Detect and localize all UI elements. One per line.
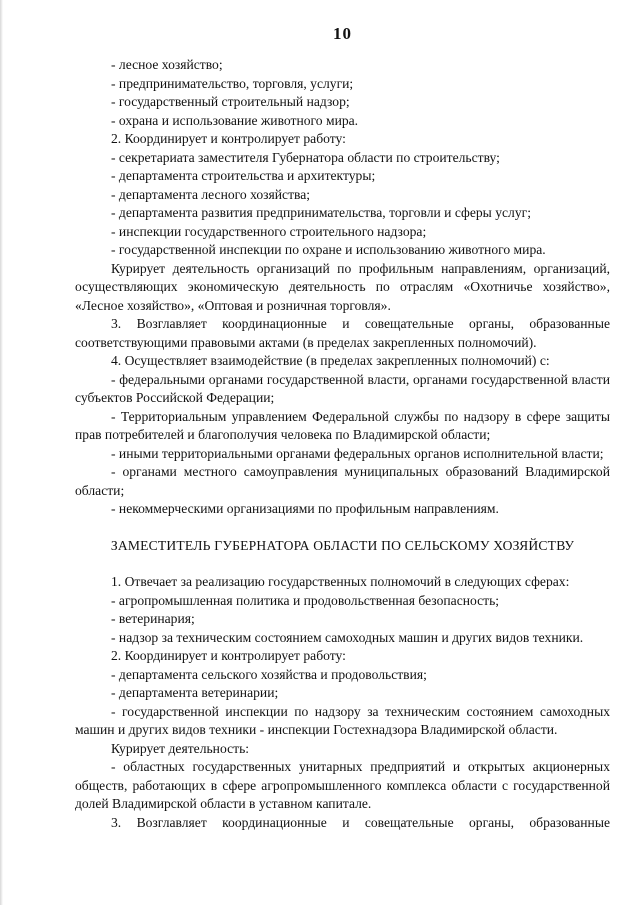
list-item: - государственной инспекции по охране и использованию животного мира. (111, 242, 546, 257)
paragraph: - некоммерческими организациями по профильным направлениям. (111, 501, 499, 516)
scan-edge (0, 0, 3, 905)
list-item: - инспекции государственного строительного надзора; (111, 223, 427, 239)
list-item: 2. Координирует и контролирует работу: (111, 648, 346, 663)
paragraph: - Территориальным управлением Федеральной службы по надзору в сфере защиты прав потребителей и благополучия человека по Владимирской области; (75, 408, 610, 442)
paragraph: - органами местного самоуправления муниципальных образований Владимирской области; (75, 464, 610, 498)
paragraph: - областных государственных унитарных предприятий и открытых акционерных обществ, работающих в сфере агропромышленного комплекса области с государственной долей Владимирской области в уставном капитале. (75, 759, 610, 811)
list-item: - предпринимательство, торговля, услуги; (111, 75, 354, 91)
paragraph: - надзор за техническим состоянием самоходных машин и других видов техники. (111, 629, 584, 645)
document-body (75, 56, 610, 832)
list-item: - охрана и использование животного мира. (111, 112, 359, 128)
paragraph: 1. Отвечает за реализацию государственных полномочий в следующих сферах: (111, 574, 570, 589)
list-item: 2. Координирует и контролирует работу: (111, 131, 346, 146)
list-item: - департамента сельского хозяйства и продовольствия; (111, 666, 427, 682)
list-item: - лесное хозяйство; (111, 57, 223, 72)
paragraph: - федеральными органами государственной власти, органами государственной власти субъектов Российской Федерации; (75, 371, 610, 405)
page-number: 10 (333, 24, 352, 43)
paragraph: Курирует деятельность организаций по профильным направлениям, организаций, осуществляющих экономическую деятельность по отраслям «Охотничье хозяйство», «Лесное хозяйство», «Оптовая и розничная торговля». (75, 260, 610, 313)
list-item: - департамента строительства и архитектуры; (111, 168, 376, 183)
list-item: - секретариата заместителя Губернатора области по строительству; (111, 149, 500, 165)
paragraph: 4. Осуществляет взаимодействие (в пределах закрепленных полномочий) с: (111, 353, 550, 368)
list-item: - государственный строительный надзор; (111, 94, 350, 109)
paragraph: 3. Возглавляет координационные и совещательные органы, образованные (111, 814, 610, 830)
paragraph: - государственной инспекции по надзору за техническим состоянием самоходных машин и других видов техники - инспекции Гостехнадзора Владимирской области. (75, 703, 610, 737)
list-item: - департамента лесного хозяйства; (111, 186, 311, 202)
section-heading: ЗАМЕСТИТЕЛЬ ГУБЕРНАТОРА ОБЛАСТИ ПО СЕЛЬСКОМУ ХОЗЯЙСТВУ (110, 537, 575, 553)
list-item: Курирует деятельность: (111, 740, 250, 756)
section-construction-duties (75, 56, 610, 519)
list-item: - агропромышленная политика и продовольственная безопасность; (111, 592, 500, 608)
list-item: - департамента ветеринарии; (111, 685, 279, 700)
list-item: - ветеринария; (111, 611, 195, 626)
list-item: - департамента развития предпринимательства, торговли и сферы услуг; (111, 205, 531, 220)
paragraph: - иными территориальными органами федеральных органов исполнительной власти; (111, 445, 604, 461)
section-agriculture-duties (75, 573, 610, 832)
paragraph: 3. Возглавляет координационные и совещательные органы, образованные соответствующими правовыми актами (в пределах закрепленных полномочий). (75, 316, 610, 350)
